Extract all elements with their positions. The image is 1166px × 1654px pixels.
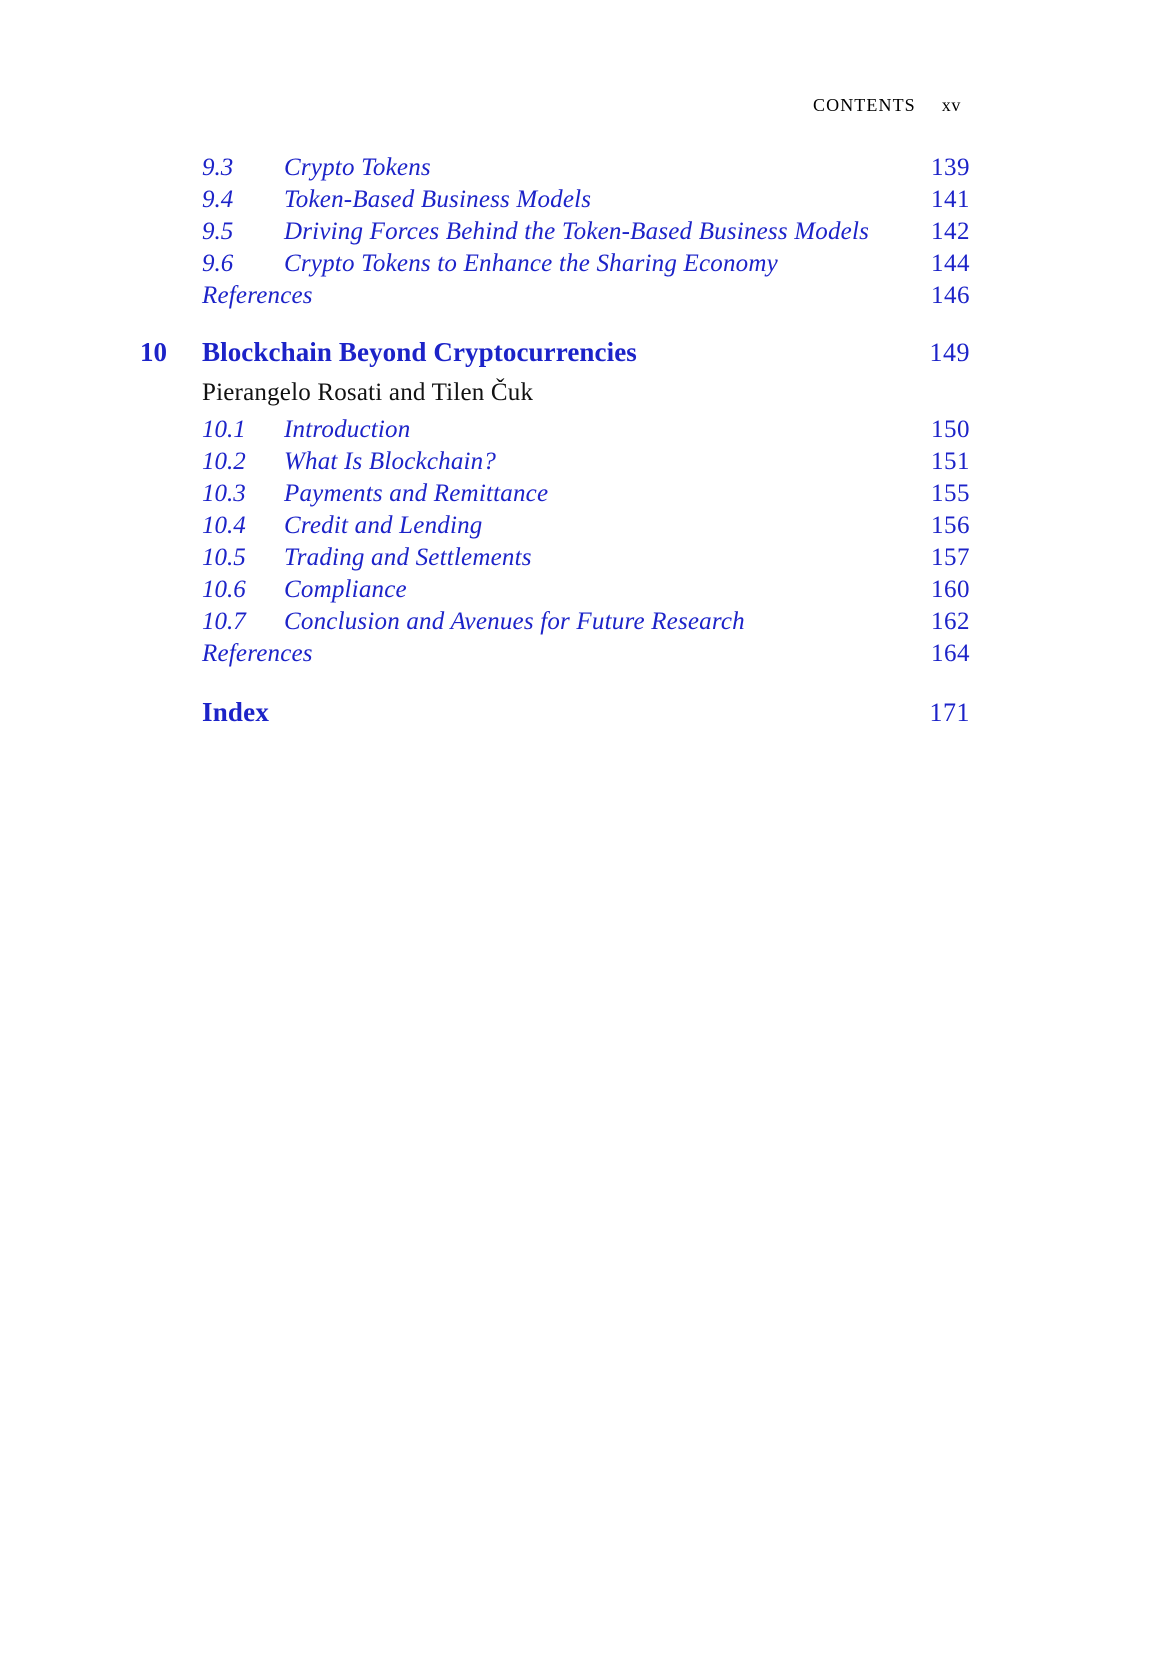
toc-entry-title: What Is Blockchain? bbox=[284, 448, 497, 475]
toc-entry-section-number: 10.6 bbox=[202, 576, 246, 603]
toc-entry-page: 155 bbox=[931, 480, 970, 507]
toc-entry-title: Credit and Lending bbox=[284, 512, 483, 539]
toc-entry[interactable] bbox=[140, 417, 970, 449]
toc-entry[interactable] bbox=[140, 577, 970, 609]
toc-entry-title: Crypto Tokens bbox=[284, 154, 431, 181]
toc-index-page: 171 bbox=[929, 698, 970, 727]
toc-chapter-title: Blockchain Beyond Cryptocurrencies bbox=[202, 337, 637, 367]
toc-entry-title: References bbox=[202, 282, 313, 309]
toc-entry-section-number: 10.7 bbox=[202, 608, 246, 635]
running-head bbox=[813, 95, 961, 116]
toc-entry-section-number: 10.4 bbox=[202, 512, 246, 539]
toc-entry-title: Driving Forces Behind the Token-Based Business Models bbox=[284, 218, 870, 245]
toc-index-entry[interactable] bbox=[140, 699, 970, 739]
toc-entry-title: Crypto Tokens to Enhance the Sharing Economy bbox=[284, 250, 778, 277]
toc-chapter-number: 10 bbox=[140, 337, 167, 367]
toc-entry-page: 142 bbox=[931, 218, 970, 245]
toc-entry-page: 141 bbox=[931, 186, 970, 213]
toc-entry[interactable] bbox=[140, 187, 970, 219]
toc-entry-section-number: 9.4 bbox=[202, 186, 234, 213]
table-of-contents bbox=[140, 155, 970, 739]
toc-entry-title: Compliance bbox=[284, 576, 407, 603]
toc-entry-page: 139 bbox=[931, 154, 970, 181]
toc-chapter-page: 149 bbox=[929, 338, 970, 367]
toc-entry-page: 162 bbox=[931, 608, 970, 635]
toc-entry-page: 151 bbox=[931, 448, 970, 475]
toc-entry-page: 146 bbox=[931, 282, 970, 309]
toc-entry-page: 160 bbox=[931, 576, 970, 603]
toc-entry[interactable] bbox=[140, 219, 970, 251]
toc-entry-page: 156 bbox=[931, 512, 970, 539]
toc-entry-section-number: 9.6 bbox=[202, 250, 234, 277]
toc-entry-page: 164 bbox=[931, 640, 970, 667]
toc-entry[interactable] bbox=[140, 609, 970, 641]
toc-entry[interactable] bbox=[140, 155, 970, 187]
toc-entry-title: Payments and Remittance bbox=[284, 480, 549, 507]
toc-entry-section-number: 9.3 bbox=[202, 154, 234, 181]
toc-chapter-authors: Pierangelo Rosati and Tilen Čuk bbox=[202, 379, 534, 406]
toc-entry-page: 144 bbox=[931, 250, 970, 277]
toc-entry-page: 157 bbox=[931, 544, 970, 571]
toc-entry-title: References bbox=[202, 640, 313, 667]
toc-entry-title: Conclusion and Avenues for Future Research bbox=[284, 608, 745, 635]
toc-entry-section-number: 9.5 bbox=[202, 218, 234, 245]
toc-entry-title: Introduction bbox=[284, 416, 411, 443]
toc-entry[interactable] bbox=[140, 251, 970, 283]
toc-chapter-entry[interactable] bbox=[140, 339, 970, 379]
toc-entry-title: Token-Based Business Models bbox=[284, 186, 592, 213]
toc-entry-page: 150 bbox=[931, 416, 970, 443]
toc-entry-references[interactable] bbox=[140, 283, 970, 317]
toc-entry[interactable] bbox=[140, 449, 970, 481]
toc-entry[interactable] bbox=[140, 481, 970, 513]
toc-entry-section-number: 10.2 bbox=[202, 448, 246, 475]
running-head-page-number: xv bbox=[941, 95, 961, 115]
toc-entry-section-number: 10.1 bbox=[202, 416, 246, 443]
toc-entry[interactable] bbox=[140, 545, 970, 577]
toc-entry-section-number: 10.5 bbox=[202, 544, 246, 571]
running-head-label: CONTENTS bbox=[812, 95, 916, 115]
toc-entry-title: Trading and Settlements bbox=[284, 544, 532, 571]
toc-entry-section-number: 10.3 bbox=[202, 480, 246, 507]
toc-entry[interactable] bbox=[140, 513, 970, 545]
toc-entry-references[interactable] bbox=[140, 641, 970, 675]
toc-index-title: Index bbox=[202, 697, 270, 727]
